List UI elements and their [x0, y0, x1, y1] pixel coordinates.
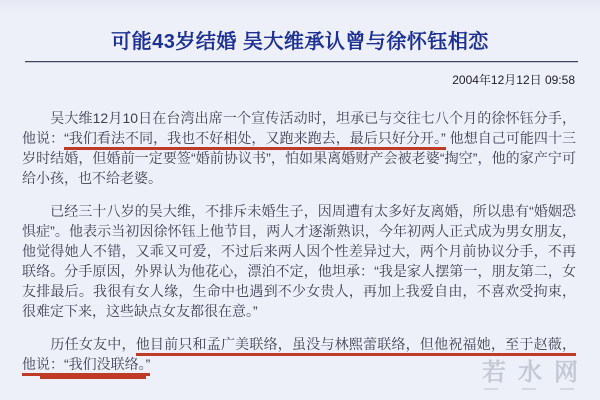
paragraph-2: [22, 201, 576, 321]
paragraph-1: [22, 108, 576, 188]
paragraph-3-underlined-b: 说：“我们没联络。”: [36, 356, 150, 376]
watermark-underline-marks: [482, 388, 578, 390]
paragraph-2-text: 已经三十八岁的吴大维，不排斥未婚生子，因周遭有太多好友离婚，所以患有“婚姻恐惧症”。他表示当初因徐怀钰上他节目，两人才逐渐熟识，今年初两人正式成为男女朋友，他觉得她人不错，又乖又可爱，不过后来两人因个性差异过大，两个月前协议分手，不再联络。分手原因，外界认为他花心，漂泊不定，他坦承：“我是家人摆第一，朋友第二，女友排最后。我很有女人缘，生命中也遇到不少女贵人，再加上我爱自由，不喜欢受拘束，很难定下来，这些缺点女友都很在意。”: [22, 203, 576, 319]
watermark-text: 若水网: [482, 359, 590, 386]
paragraph-1-lead: 吴大维12月10日在台湾出席一个宣传活动时，坦承已与交往七八个月的徐怀钰分手，他说：: [22, 110, 576, 146]
watermark: [482, 352, 590, 390]
article-body: [22, 108, 576, 374]
title-divider: [25, 61, 578, 62]
publish-date: 2004年12月12日 09:58: [452, 73, 575, 87]
paragraph-1-rest: 他想自己可能四十三岁时结婚，但婚前一定要签“婚前协议书”，怕如果离婚财产会被老婆“掏空”，他的家产宁可给小孩，也不给老婆。: [22, 130, 577, 186]
paragraph-3-underlined-a: 他目前只和孟广美联络，虽没与林熙蕾联络，但他祝福她，至于赵薇，他: [22, 336, 576, 376]
paragraph-3-lead: 历任女友中，: [22, 336, 136, 352]
paragraph-1-underlined-quote: “我们看法不同，我也不好相处，又跑来跑去，最后只好分开。”: [64, 130, 446, 150]
page-title: 可能43岁结婚 吴大维承认曾与徐怀钰相恋: [111, 31, 489, 53]
